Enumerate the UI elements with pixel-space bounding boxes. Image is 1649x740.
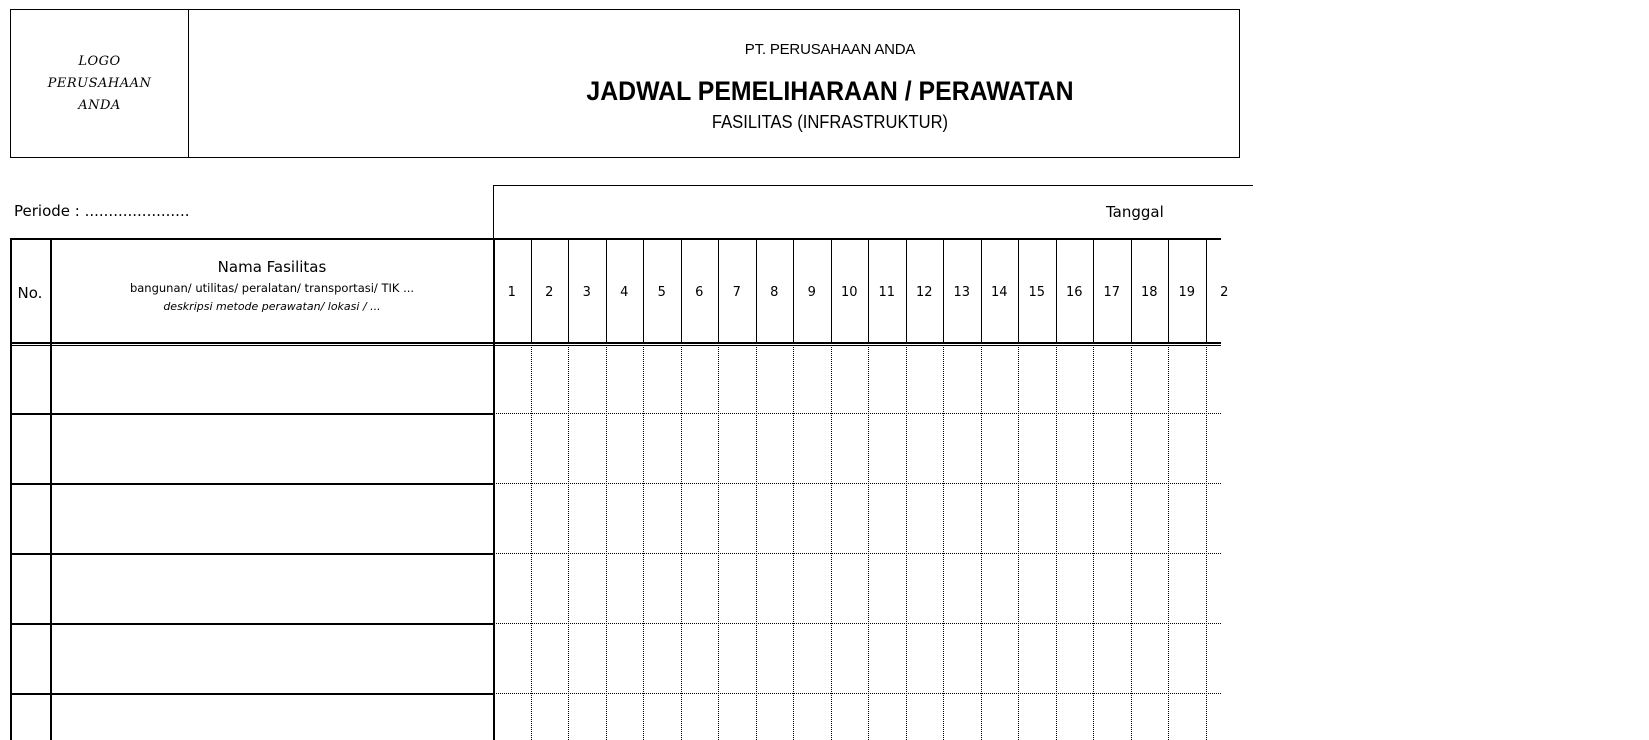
day-column-divider	[1018, 238, 1019, 342]
day-cell-divider	[606, 345, 607, 740]
day-cell-divider	[1168, 345, 1169, 740]
day-number: 3	[582, 285, 591, 300]
day-column-divider	[831, 238, 832, 342]
day-column-divider	[868, 238, 869, 342]
day-column-divider	[981, 238, 982, 342]
day-row-divider	[493, 413, 1221, 414]
table-left-border	[10, 238, 12, 740]
day-number: 1	[507, 285, 516, 300]
day-column-divider	[943, 238, 944, 342]
day-cell-divider	[1056, 345, 1057, 740]
day-column-divider	[1168, 238, 1169, 342]
day-number: 4	[620, 285, 629, 300]
day-number: 17	[1103, 285, 1121, 300]
day-number: 16	[1065, 285, 1083, 300]
day-cell-divider	[1206, 345, 1207, 740]
column-header-nama-fasilitas	[52, 256, 492, 316]
day-column-divider	[643, 238, 644, 342]
logo-line: LOGO	[78, 53, 121, 69]
day-cell-divider	[756, 345, 757, 740]
day-column-divider	[681, 238, 682, 342]
logo-line: ANDA	[78, 97, 121, 113]
day-cell-divider	[568, 345, 569, 740]
day-row-divider	[493, 623, 1221, 624]
day-number: 7	[732, 285, 741, 300]
day-cell-divider	[531, 345, 532, 740]
day-cell-divider	[868, 345, 869, 740]
day-number: 2	[545, 285, 554, 300]
day-column-divider	[1131, 238, 1132, 342]
day-cell-divider	[793, 345, 794, 740]
day-number: 18	[1140, 285, 1158, 300]
day-cell-divider	[943, 345, 944, 740]
day-cell-divider	[718, 345, 719, 740]
table-row-divider	[10, 483, 493, 485]
day-column-divider	[756, 238, 757, 342]
nama-column-divider	[493, 238, 495, 740]
nama-fasilitas-description: deskripsi metode perawatan/ lokasi / ...	[163, 300, 381, 313]
company-name: PT. PERUSAHAAN ANDA	[744, 41, 916, 58]
day-number: 11	[878, 285, 896, 300]
tanggal-label: Tanggal	[1106, 203, 1164, 221]
day-number: 15	[1028, 285, 1046, 300]
day-row-divider	[493, 483, 1221, 484]
table-row-divider	[10, 553, 493, 555]
day-number: 6	[695, 285, 704, 300]
no-column-divider	[50, 238, 52, 740]
document-title: JADWAL PEMELIHARAAN / PERAWATAN	[586, 76, 1074, 106]
day-row-divider	[493, 553, 1221, 554]
day-column-divider	[568, 238, 569, 342]
day-number: 10	[840, 285, 858, 300]
day-number: 8	[770, 285, 779, 300]
day-number: 14	[990, 285, 1008, 300]
nama-fasilitas-categories: bangunan/ utilitas/ peralatan/ transportasi/ TIK ...	[129, 281, 415, 295]
day-number: 9	[807, 285, 816, 300]
day-number: 12	[915, 285, 933, 300]
day-column-divider	[906, 238, 907, 342]
day-number: 13	[953, 285, 971, 300]
day-column-divider	[606, 238, 607, 342]
day-cell-divider	[906, 345, 907, 740]
day-row-divider	[493, 693, 1221, 694]
header-bottom-border-double	[10, 345, 1221, 346]
periode-field: Periode : ......................	[14, 202, 190, 220]
table-row-divider	[10, 413, 493, 415]
table-row-divider	[10, 623, 493, 625]
day-number: 2	[1220, 285, 1229, 300]
day-cell-divider	[1131, 345, 1132, 740]
day-cell-divider	[1093, 345, 1094, 740]
logo-line: PERUSAHAAN	[47, 75, 152, 91]
header-bottom-border	[10, 342, 1221, 344]
day-column-divider	[793, 238, 794, 342]
day-column-divider	[1056, 238, 1057, 342]
day-column-divider	[1206, 238, 1207, 342]
column-header-no: No.	[17, 284, 43, 302]
day-number: 5	[657, 285, 666, 300]
document-subtitle: FASILITAS (INFRASTRUKTUR)	[711, 112, 949, 132]
table-top-border	[10, 238, 1221, 240]
document-header	[10, 9, 1240, 158]
day-column-divider	[531, 238, 532, 342]
day-cell-divider	[831, 345, 832, 740]
day-number: 19	[1178, 285, 1196, 300]
day-column-divider	[1093, 238, 1094, 342]
day-cell-divider	[643, 345, 644, 740]
day-cell-divider	[681, 345, 682, 740]
day-column-divider	[718, 238, 719, 342]
table-row-divider	[10, 693, 493, 695]
nama-fasilitas-title: Nama Fasilitas	[217, 258, 327, 276]
day-cell-divider	[981, 345, 982, 740]
day-cell-divider	[1018, 345, 1019, 740]
